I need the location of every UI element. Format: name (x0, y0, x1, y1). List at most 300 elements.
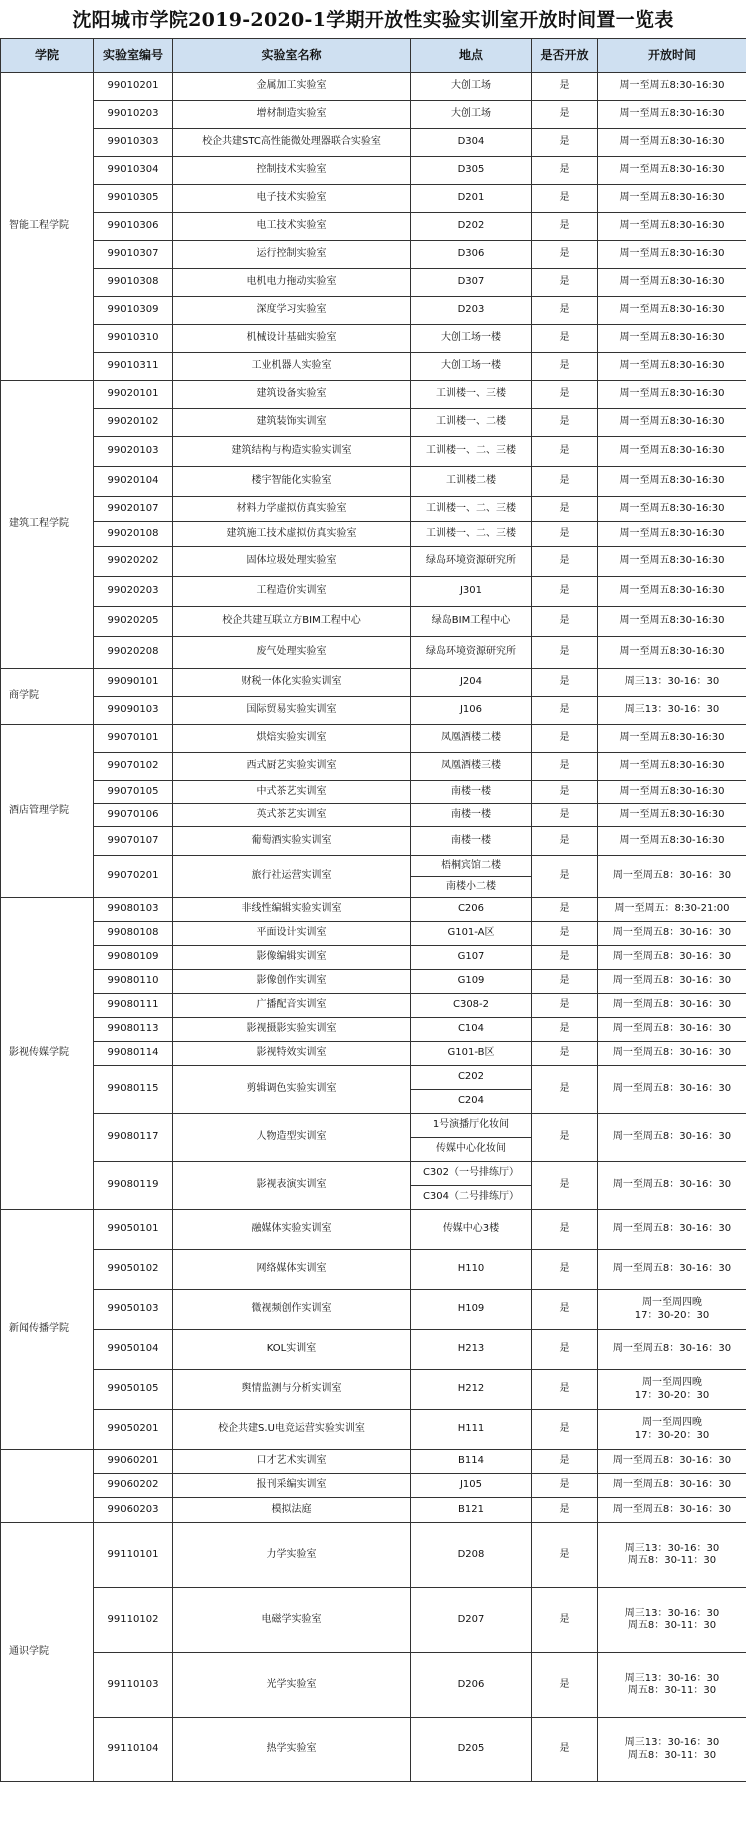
lab-name-cell: 校企共建互联立方BIM工程中心 (173, 607, 411, 637)
table-row (1, 946, 746, 970)
is-open-cell: 是 (532, 725, 598, 753)
table-row (1, 409, 746, 437)
location-cell: G101-B区 (411, 1042, 532, 1066)
is-open-cell: 是 (532, 1523, 598, 1588)
open-hours-cell: 周一至周五8：30-16：30 (598, 1330, 746, 1370)
lab-id-cell: 99080109 (94, 946, 173, 970)
is-open-cell: 是 (532, 1474, 598, 1498)
school-cell (1, 1450, 94, 1523)
open-hours-cell: 周一至周五8:30-16:30 (598, 753, 746, 781)
lab-id-cell: 99080113 (94, 1018, 173, 1042)
location-cell: 绿岛BIM工程中心 (411, 607, 532, 637)
open-hours-cell: 周一至周五8:30-16:30 (598, 241, 746, 269)
is-open-cell: 是 (532, 994, 598, 1018)
location-cell: 工训楼一、二、三楼 (411, 522, 532, 547)
lab-name-cell: 西式厨艺实验实训室 (173, 753, 411, 781)
open-hours-line: 周三13：30-16：30 (624, 1607, 720, 1619)
is-open-cell: 是 (532, 1498, 598, 1523)
table-row (1, 1498, 746, 1523)
lab-id-cell: 99080108 (94, 922, 173, 946)
is-open-cell: 是 (532, 577, 598, 607)
lab-id-cell: 99020108 (94, 522, 173, 547)
location-cell: D208 (411, 1523, 532, 1588)
table-row (1, 381, 746, 409)
open-hours-cell: 周一至周五8：30-16：30 (598, 1162, 746, 1210)
table-row (1, 1588, 746, 1653)
lab-name-cell: 财税一体化实验实训室 (173, 669, 411, 697)
location-cell: H212 (411, 1370, 532, 1410)
lab-id-cell: 99020107 (94, 497, 173, 522)
lab-id-cell: 99010307 (94, 241, 173, 269)
is-open-cell: 是 (532, 213, 598, 241)
lab-name-cell: 英式茶艺实训室 (173, 804, 411, 827)
lab-id-cell: 99050103 (94, 1290, 173, 1330)
location-cell (411, 1114, 532, 1162)
table-row (1, 898, 746, 922)
table-row (1, 1290, 746, 1330)
lab-name-cell: 人物造型实训室 (173, 1114, 411, 1162)
lab-id-cell: 99060203 (94, 1498, 173, 1523)
table-row (1, 994, 746, 1018)
open-hours-cell: 周一至周五8:30-16:30 (598, 353, 746, 381)
table-row (1, 970, 746, 994)
lab-name-cell: 控制技术实验室 (173, 157, 411, 185)
table-row (1, 922, 746, 946)
table-row (1, 1370, 746, 1410)
school-cell: 智能工程学院 (1, 73, 94, 381)
open-hours-cell: 周一至周五8：30-16：30 (598, 946, 746, 970)
lab-name-cell: 增材制造实验室 (173, 101, 411, 129)
is-open-cell: 是 (532, 1018, 598, 1042)
lab-id-cell: 99020103 (94, 437, 173, 467)
table-row (1, 669, 746, 697)
is-open-cell: 是 (532, 353, 598, 381)
school-cell: 建筑工程学院 (1, 381, 94, 669)
location-cell: D304 (411, 129, 532, 157)
table-row (1, 1653, 746, 1718)
open-hours-cell: 周一至周五8:30-16:30 (598, 381, 746, 409)
open-hours-cell: 周一至周五8：30-16：30 (598, 1042, 746, 1066)
lab-name-cell: 广播配音实训室 (173, 994, 411, 1018)
lab-name-cell: 电机电力拖动实验室 (173, 269, 411, 297)
lab-id-cell: 99010309 (94, 297, 173, 325)
open-hours-cell: 周一至周五8:30-16:30 (598, 129, 746, 157)
table-row (1, 129, 746, 157)
open-hours-line: 周三13：30-16：30 (624, 1672, 720, 1684)
is-open-cell: 是 (532, 1042, 598, 1066)
table-row (1, 781, 746, 804)
table-row (1, 522, 746, 547)
is-open-cell: 是 (532, 297, 598, 325)
lab-id-cell: 99080111 (94, 994, 173, 1018)
open-hours-cell: 周一至周五8:30-16:30 (598, 269, 746, 297)
lab-name-cell: 平面设计实训室 (173, 922, 411, 946)
lab-name-cell: 影像编辑实训室 (173, 946, 411, 970)
table-row (1, 607, 746, 637)
table-row (1, 73, 746, 101)
lab-name-cell: 电子技术实验室 (173, 185, 411, 213)
lab-id-cell: 99050201 (94, 1410, 173, 1450)
table-row (1, 1410, 746, 1450)
lab-name-cell: 机械设计基础实验室 (173, 325, 411, 353)
is-open-cell: 是 (532, 1450, 598, 1474)
table-row (1, 437, 746, 467)
is-open-cell: 是 (532, 804, 598, 827)
lab-id-cell: 99090101 (94, 669, 173, 697)
open-hours-cell: 周一至周五8:30-16:30 (598, 325, 746, 353)
location-cell: G107 (411, 946, 532, 970)
location-cell: 绿岛环境资源研究所 (411, 547, 532, 577)
lab-id-cell: 99020205 (94, 607, 173, 637)
location-cell: 凤凰酒楼二楼 (411, 725, 532, 753)
table-row (1, 1018, 746, 1042)
table-row (1, 753, 746, 781)
lab-name-cell: 工业机器人实验室 (173, 353, 411, 381)
open-hours-cell: 周一至周五8:30-16:30 (598, 497, 746, 522)
location-cell: 南楼一楼 (411, 827, 532, 856)
location-cell: B121 (411, 1498, 532, 1523)
is-open-cell: 是 (532, 269, 598, 297)
open-hours-cell: 周一至周五8:30-16:30 (598, 804, 746, 827)
table-row (1, 1210, 746, 1250)
is-open-cell: 是 (532, 157, 598, 185)
open-hours-line: 周五8：30-11：30 (627, 1749, 717, 1761)
lab-name-cell: 剪辑调色实验实训室 (173, 1066, 411, 1114)
lab-name-cell: 影视摄影实验实训室 (173, 1018, 411, 1042)
location-line: 梧桐宾馆二楼 (441, 859, 501, 871)
table-row (1, 1450, 746, 1474)
is-open-cell: 是 (532, 467, 598, 497)
table-row (1, 497, 746, 522)
location-cell: 工训楼一、二、三楼 (411, 437, 532, 467)
open-hours-cell: 周一至周五8：30-16：30 (598, 922, 746, 946)
table-row (1, 1162, 746, 1210)
location-cell: D306 (411, 241, 532, 269)
lab-name-cell: 运行控制实验室 (173, 241, 411, 269)
location-cell: D201 (411, 185, 532, 213)
lab-id-cell: 99010304 (94, 157, 173, 185)
table-row (1, 827, 746, 856)
open-hours-line: 周五8：30-11：30 (627, 1685, 717, 1696)
is-open-cell: 是 (532, 1210, 598, 1250)
lab-name-cell: 力学实验室 (173, 1523, 411, 1588)
location-cell: G109 (411, 970, 532, 994)
table-row (1, 637, 746, 669)
header-is-open: 是否开放 (532, 39, 598, 73)
open-hours-cell: 周一至周五8：30-16：30 (598, 1450, 746, 1474)
location-cell: D203 (411, 297, 532, 325)
is-open-cell: 是 (532, 1330, 598, 1370)
location-cell: J105 (411, 1474, 532, 1498)
lab-id-cell: 99110101 (94, 1523, 173, 1588)
school-cell: 影视传媒学院 (1, 898, 94, 1210)
lab-id-cell: 99020101 (94, 381, 173, 409)
lab-id-cell: 99010308 (94, 269, 173, 297)
table-row (1, 269, 746, 297)
is-open-cell: 是 (532, 381, 598, 409)
open-hours-cell: 周一至周五8：30-16：30 (598, 1250, 746, 1290)
location-cell: G101-A区 (411, 922, 532, 946)
location-cell: J301 (411, 577, 532, 607)
open-hours-cell (598, 1290, 746, 1330)
open-hours-line: 周一至周四晚 (642, 1377, 702, 1388)
lab-name-cell: 建筑装饰实训室 (173, 409, 411, 437)
open-hours-cell: 周一至周五：8:30-21:00 (598, 898, 746, 922)
lab-name-cell: 电磁学实验室 (173, 1588, 411, 1653)
lab-id-cell: 99020208 (94, 637, 173, 669)
open-hours-cell: 周一至周五8:30-16:30 (598, 607, 746, 637)
table-row (1, 467, 746, 497)
is-open-cell: 是 (532, 922, 598, 946)
lab-id-cell: 99010303 (94, 129, 173, 157)
open-hours-line: 周一至周四晚 (642, 1417, 702, 1428)
open-hours-cell (598, 1718, 746, 1782)
lab-name-cell: 烘焙实验实训室 (173, 725, 411, 753)
open-hours-cell: 周一至周五8:30-16:30 (598, 213, 746, 241)
is-open-cell: 是 (532, 73, 598, 101)
lab-name-cell: 模拟法庭 (173, 1498, 411, 1523)
open-hours-cell: 周一至周五8：30-16：30 (598, 1498, 746, 1523)
lab-id-cell: 99020202 (94, 547, 173, 577)
lab-id-cell: 99010311 (94, 353, 173, 381)
lab-name-cell: 口才艺术实训室 (173, 1450, 411, 1474)
open-hours-cell: 周一至周五8：30-16：30 (598, 1474, 746, 1498)
table-row (1, 185, 746, 213)
location-cell: C104 (411, 1018, 532, 1042)
is-open-cell: 是 (532, 241, 598, 269)
lab-id-cell: 99070105 (94, 781, 173, 804)
lab-id-cell: 99070106 (94, 804, 173, 827)
open-hours-cell: 周一至周五8:30-16:30 (598, 781, 746, 804)
open-hours-cell: 周一至周五8:30-16:30 (598, 637, 746, 669)
lab-id-cell: 99050104 (94, 1330, 173, 1370)
is-open-cell: 是 (532, 970, 598, 994)
open-hours-cell: 周一至周五8:30-16:30 (598, 522, 746, 547)
lab-id-cell: 99020104 (94, 467, 173, 497)
location-cell: 大创工场 (411, 73, 532, 101)
lab-id-cell: 99080103 (94, 898, 173, 922)
location-cell: 工训楼二楼 (411, 467, 532, 497)
table-row (1, 1250, 746, 1290)
is-open-cell: 是 (532, 1250, 598, 1290)
table-row (1, 325, 746, 353)
lab-id-cell: 99080119 (94, 1162, 173, 1210)
open-hours-cell (598, 1370, 746, 1410)
location-cell: H213 (411, 1330, 532, 1370)
school-cell: 酒店管理学院 (1, 725, 94, 898)
is-open-cell: 是 (532, 325, 598, 353)
table-row (1, 297, 746, 325)
header-row (1, 39, 746, 73)
lab-name-cell: 葡萄酒实验实训室 (173, 827, 411, 856)
location-cell: 绿岛环境资源研究所 (411, 637, 532, 669)
open-hours-line: 周五8：30-11：30 (627, 1620, 717, 1631)
location-cell: H109 (411, 1290, 532, 1330)
lab-id-cell: 99090103 (94, 697, 173, 725)
open-hours-cell: 周一至周五8:30-16:30 (598, 297, 746, 325)
lab-id-cell: 99010201 (94, 73, 173, 101)
location-cell: D202 (411, 213, 532, 241)
lab-name-cell: 报刊采编实训室 (173, 1474, 411, 1498)
lab-name-cell: 影视特效实训室 (173, 1042, 411, 1066)
location-cell: J204 (411, 669, 532, 697)
header-open-hours: 开放时间 (598, 39, 746, 73)
location-cell: D207 (411, 1588, 532, 1653)
location-cell: 南楼一楼 (411, 781, 532, 804)
lab-name-cell: 金属加工实验室 (173, 73, 411, 101)
is-open-cell: 是 (532, 637, 598, 669)
open-hours-line: 17：30-20：30 (634, 1309, 710, 1321)
is-open-cell: 是 (532, 1588, 598, 1653)
school-cell: 通识学院 (1, 1523, 94, 1782)
lab-id-cell: 99010310 (94, 325, 173, 353)
lab-name-cell: 电工技术实验室 (173, 213, 411, 241)
location-cell: 凤凰酒楼三楼 (411, 753, 532, 781)
open-hours-cell: 周一至周五8:30-16:30 (598, 185, 746, 213)
open-hours-line: 周一至周四晚 (642, 1297, 702, 1308)
lab-name-cell: 非线性编辑实验实训室 (173, 898, 411, 922)
lab-name-cell: 微视频创作实训室 (173, 1290, 411, 1330)
lab-id-cell: 99080115 (94, 1066, 173, 1114)
table-row (1, 101, 746, 129)
lab-id-cell: 99010306 (94, 213, 173, 241)
location-cell: 传媒中心3楼 (411, 1210, 532, 1250)
lab-id-cell: 99070102 (94, 753, 173, 781)
lab-id-cell: 99060202 (94, 1474, 173, 1498)
is-open-cell: 是 (532, 437, 598, 467)
location-cell: 工训楼一、三楼 (411, 381, 532, 409)
table-row (1, 577, 746, 607)
location-cell: 大创工场 (411, 101, 532, 129)
open-hours-cell: 周一至周五8：30-16：30 (598, 1114, 746, 1162)
location-cell: C308-2 (411, 994, 532, 1018)
lab-name-cell: 国际贸易实验实训室 (173, 697, 411, 725)
open-hours-cell: 周一至周五8:30-16:30 (598, 157, 746, 185)
lab-id-cell: 99020203 (94, 577, 173, 607)
location-cell: H111 (411, 1410, 532, 1450)
lab-id-cell: 99110103 (94, 1653, 173, 1718)
header-location: 地点 (411, 39, 532, 73)
lab-id-cell: 99080117 (94, 1114, 173, 1162)
is-open-cell: 是 (532, 497, 598, 522)
lab-id-cell: 99080114 (94, 1042, 173, 1066)
location-cell: D206 (411, 1653, 532, 1718)
header-lab-id: 实验室编号 (94, 39, 173, 73)
lab-name-cell: 旅行社运营实训室 (173, 856, 411, 898)
lab-name-cell: 建筑设备实验室 (173, 381, 411, 409)
lab-name-cell: KOL实训室 (173, 1330, 411, 1370)
lab-name-cell: 融媒体实验实训室 (173, 1210, 411, 1250)
lab-id-cell: 99010203 (94, 101, 173, 129)
open-hours-cell: 周一至周五8:30-16:30 (598, 437, 746, 467)
lab-name-cell: 废气处理实验室 (173, 637, 411, 669)
lab-name-cell: 影视表演实训室 (173, 1162, 411, 1210)
lab-name-cell: 热学实验室 (173, 1718, 411, 1782)
is-open-cell: 是 (532, 697, 598, 725)
lab-schedule-table (0, 38, 746, 1782)
table-row (1, 856, 746, 898)
lab-name-cell: 网络媒体实训室 (173, 1250, 411, 1290)
school-cell: 新闻传播学院 (1, 1210, 94, 1450)
lab-id-cell: 99050102 (94, 1250, 173, 1290)
table-row (1, 213, 746, 241)
open-hours-cell: 周一至周五8:30-16:30 (598, 409, 746, 437)
location-cell: D305 (411, 157, 532, 185)
location-cell: C206 (411, 898, 532, 922)
open-hours-cell: 周一至周五8:30-16:30 (598, 73, 746, 101)
open-hours-cell: 周一至周五8:30-16:30 (598, 467, 746, 497)
is-open-cell: 是 (532, 669, 598, 697)
location-cell: J106 (411, 697, 532, 725)
is-open-cell: 是 (532, 1718, 598, 1782)
table-row (1, 725, 746, 753)
lab-id-cell: 99110102 (94, 1588, 173, 1653)
location-cell (411, 856, 532, 898)
table-row (1, 1330, 746, 1370)
is-open-cell: 是 (532, 1290, 598, 1330)
is-open-cell: 是 (532, 101, 598, 129)
table-row (1, 1066, 746, 1114)
is-open-cell: 是 (532, 946, 598, 970)
open-hours-cell: 周一至周五8:30-16:30 (598, 827, 746, 856)
table-row (1, 353, 746, 381)
lab-id-cell: 99050101 (94, 1210, 173, 1250)
open-hours-line: 周五8：30-11：30 (627, 1555, 717, 1566)
lab-name-cell: 楼宇智能化实验室 (173, 467, 411, 497)
open-hours-cell: 周三13：30-16：30 (598, 669, 746, 697)
table-row (1, 1474, 746, 1498)
table-row (1, 1114, 746, 1162)
location-line: C204 (411, 1089, 531, 1113)
location-line: 传媒中心化妆间 (411, 1137, 531, 1161)
is-open-cell: 是 (532, 856, 598, 898)
is-open-cell: 是 (532, 1653, 598, 1718)
table-row (1, 1523, 746, 1588)
is-open-cell: 是 (532, 1162, 598, 1210)
open-hours-cell: 周一至周五8：30-16：30 (598, 970, 746, 994)
lab-name-cell: 影像创作实训室 (173, 970, 411, 994)
lab-name-cell: 固体垃圾处理实验室 (173, 547, 411, 577)
lab-name-cell: 舆情监测与分析实训室 (173, 1370, 411, 1410)
lab-name-cell: 工程造价实训室 (173, 577, 411, 607)
is-open-cell: 是 (532, 781, 598, 804)
open-hours-cell: 周一至周五8:30-16:30 (598, 725, 746, 753)
open-hours-line: 17：30-20：30 (634, 1429, 710, 1441)
location-line: C302（一号排练厅） (422, 1167, 520, 1179)
lab-id-cell: 99070101 (94, 725, 173, 753)
is-open-cell: 是 (532, 898, 598, 922)
location-cell: 工训楼一、二楼 (411, 409, 532, 437)
open-hours-line: 周三13：30-16：30 (624, 1737, 720, 1748)
location-cell (411, 1066, 532, 1114)
table-row (1, 547, 746, 577)
location-cell: 大创工场一楼 (411, 353, 532, 381)
lab-name-cell: 材料力学虚拟仿真实验室 (173, 497, 411, 522)
open-hours-cell: 周一至周五8：30-16：30 (598, 1066, 746, 1114)
is-open-cell: 是 (532, 1370, 598, 1410)
open-hours-cell (598, 1653, 746, 1718)
lab-name-cell: 中式茶艺实训室 (173, 781, 411, 804)
location-line: C304（二号排练厅） (411, 1185, 531, 1209)
is-open-cell: 是 (532, 547, 598, 577)
location-cell: D205 (411, 1718, 532, 1782)
location-cell: D307 (411, 269, 532, 297)
location-cell: 南楼一楼 (411, 804, 532, 827)
is-open-cell: 是 (532, 522, 598, 547)
is-open-cell: 是 (532, 1066, 598, 1114)
page-title: 沈阳城市学院2019-2020-1学期开放性实验实训室开放时间置一览表 (72, 9, 674, 31)
open-hours-cell (598, 1523, 746, 1588)
